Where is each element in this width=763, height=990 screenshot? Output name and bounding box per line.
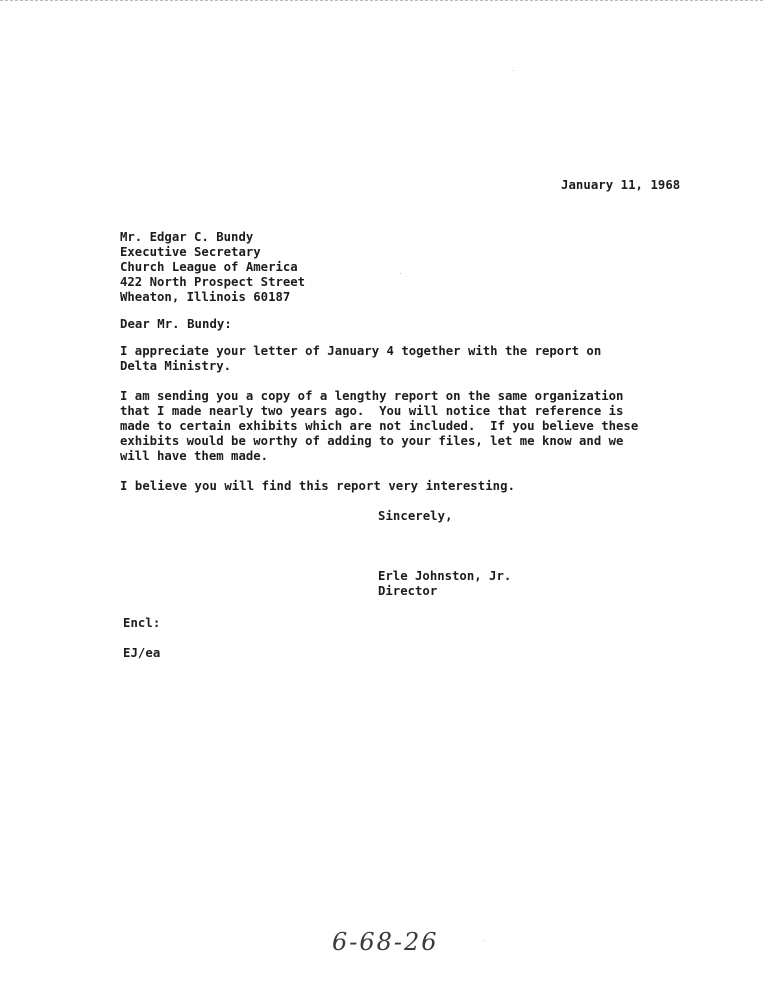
paragraph-3: I believe you will find this report very interesting.	[120, 479, 516, 493]
paper-speck	[484, 940, 485, 941]
paragraph-line: I am sending you a copy of a lengthy report on the same organization	[120, 389, 624, 403]
paragraph-line: made to certain exhibits which are not included. If you believe these	[120, 419, 639, 433]
typist-initials: EJ/ea	[123, 646, 161, 660]
paragraph-line: will have them made.	[120, 449, 269, 463]
signature-block	[378, 569, 511, 599]
address-line: 422 North Prospect Street	[120, 275, 306, 289]
paper-speck	[400, 273, 401, 274]
paper-speck	[513, 70, 514, 71]
letter-date: January 11, 1968	[561, 178, 681, 192]
paragraph-line: exhibits would be worthy of adding to your files, let me know and we	[120, 434, 624, 448]
address-line: Wheaton, Illinois 60187	[120, 290, 291, 304]
signer-title: Director	[378, 584, 438, 598]
paragraph-1	[120, 344, 601, 374]
address-line: Mr. Edgar C. Bundy	[120, 230, 254, 244]
paragraph-2	[120, 389, 638, 464]
paragraph-line: I appreciate your letter of January 4 together with the report on	[120, 344, 602, 358]
address-line: Church League of America	[120, 260, 298, 274]
address-line: Executive Secretary	[120, 245, 261, 259]
salutation: Dear Mr. Bundy:	[120, 317, 232, 331]
closing: Sincerely,	[378, 509, 453, 523]
enclosure-note: Encl:	[123, 616, 161, 630]
paragraph-line: that I made nearly two years ago. You will notice that reference is	[120, 404, 624, 418]
handwritten-file-number: 6-68-26	[332, 928, 439, 956]
signer-name: Erle Johnston, Jr.	[378, 569, 512, 583]
page-top-edge	[0, 0, 763, 1]
paragraph-line: Delta Ministry.	[120, 359, 232, 373]
recipient-address	[120, 230, 305, 305]
